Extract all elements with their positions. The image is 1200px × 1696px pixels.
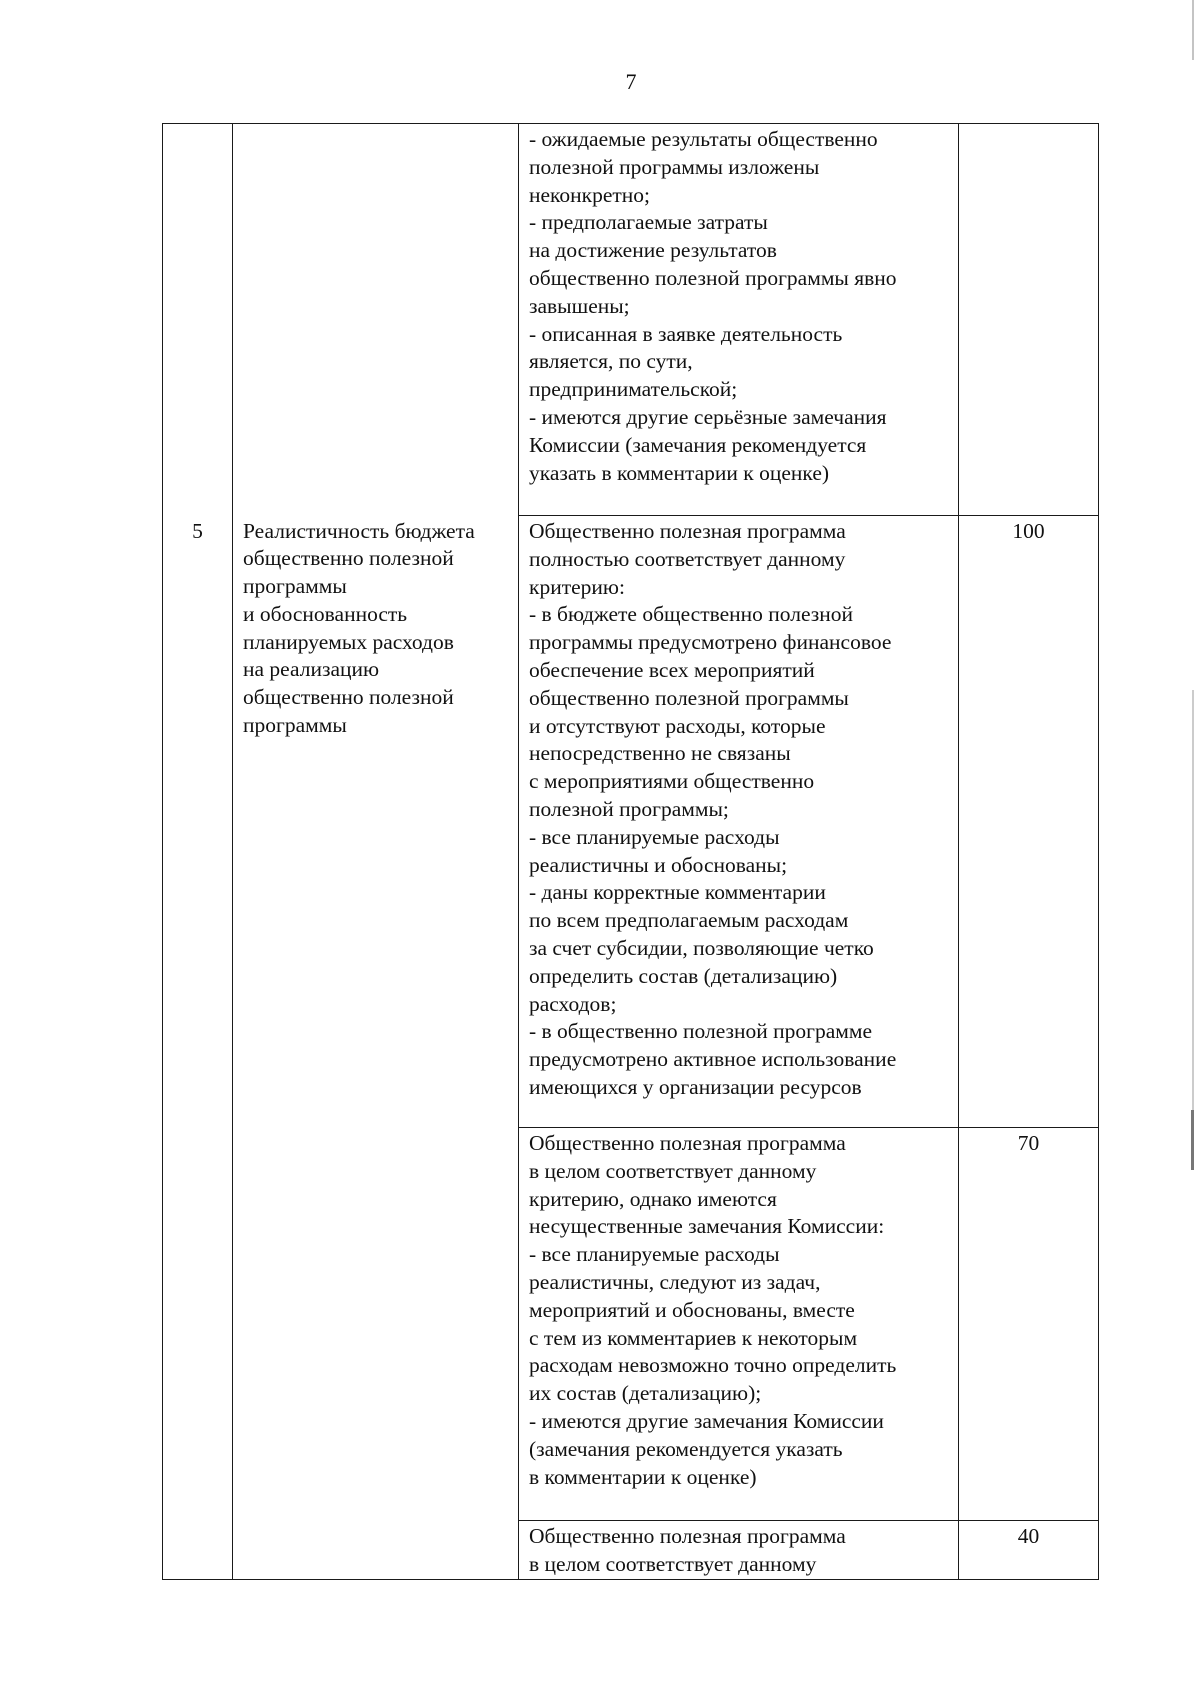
- description-line: программы предусмотрено финансовое: [529, 630, 892, 655]
- description-line: с мероприятиями общественно: [529, 769, 815, 794]
- description-line: определить состав (детализацию): [529, 963, 838, 988]
- description-line: полезной программы изложены: [529, 154, 820, 179]
- scan-edge-mark: [1191, 1110, 1194, 1170]
- description-line: с тем из комментариев к некоторым: [529, 1325, 858, 1350]
- table-row: [163, 1128, 1099, 1521]
- description-line: по всем предполагаемым расходам: [529, 908, 849, 933]
- score-cell: [959, 1521, 1099, 1580]
- score-value: 100: [1012, 519, 1045, 543]
- criterion-cell: [233, 1521, 519, 1580]
- description-line: расходам невозможно точно определить: [529, 1353, 897, 1378]
- scan-edge-mark: [1192, 0, 1194, 60]
- description-line: несущественные замечания Комиссии:: [529, 1214, 885, 1239]
- description-line: на достижение результатов: [529, 238, 777, 263]
- description-line: указать в комментарии к оценке): [529, 460, 830, 485]
- description-line: - даны корректные комментарии: [529, 880, 826, 905]
- description-cell: [519, 124, 959, 516]
- description-line: обеспечение всех мероприятий: [529, 657, 815, 682]
- page-number: 7: [625, 69, 637, 94]
- score-value: 70: [1017, 1131, 1040, 1155]
- description-line: - описанная в заявке деятельность: [529, 321, 843, 346]
- row-number-cell: [163, 124, 233, 516]
- criterion-line: программы: [243, 574, 347, 599]
- description-line: за счет субсидии, позволяющие четко: [529, 935, 874, 960]
- criterion-cell: [233, 124, 519, 516]
- description-line: предпринимательской;: [529, 377, 738, 402]
- description-line: - все планируемые расходы: [529, 1242, 780, 1267]
- row-number-cell: [163, 516, 233, 1128]
- criterion-line: общественно полезной: [243, 546, 454, 571]
- description-cell: [519, 1521, 959, 1580]
- criterion-line: планируемых расходов: [243, 629, 454, 654]
- description-line: Общественно полезная программа: [529, 1524, 846, 1548]
- score-cell: [959, 516, 1099, 1128]
- description-line: Общественно полезная программа: [529, 519, 846, 543]
- table-row: [163, 1521, 1099, 1580]
- description-line: в целом соответствует данному: [529, 1551, 817, 1576]
- criterion-line: Реалистичность бюджета: [243, 518, 475, 543]
- scan-edge-mark: [1192, 690, 1194, 1110]
- description-line: - имеются другие серьёзные замечания: [529, 404, 887, 429]
- description-cell: [519, 516, 959, 1128]
- description-line: (замечания рекомендуется указать: [529, 1436, 843, 1461]
- description-line: неконкретно;: [529, 182, 651, 207]
- score-cell: [959, 124, 1099, 516]
- description-line: их состав (детализацию);: [529, 1381, 762, 1406]
- description-line: Комиссии (замечания рекомендуется: [529, 432, 867, 457]
- criterion-cell: [233, 516, 519, 1128]
- description-line: - имеются другие замечания Комиссии: [529, 1408, 884, 1433]
- description-line: реалистичны и обоснованы;: [529, 852, 788, 877]
- description-line: полезной программы;: [529, 796, 729, 821]
- description-line: полностью соответствует данному: [529, 546, 846, 571]
- description-line: предусмотрено активное использование: [529, 1047, 897, 1072]
- row-number-cell: [163, 1128, 233, 1521]
- criterion-cell: [233, 1128, 519, 1521]
- description-line: мероприятий и обоснованы, вместе: [529, 1297, 855, 1322]
- criteria-table: [162, 123, 1099, 1580]
- description-cell: [519, 1128, 959, 1521]
- row-number-cell: [163, 1521, 233, 1580]
- criterion-line: на реализацию: [243, 657, 380, 682]
- description-line: в комментарии к оценке): [529, 1464, 757, 1489]
- description-line: - в бюджете общественно полезной: [529, 602, 854, 627]
- description-line: - предполагаемые затраты: [529, 210, 768, 235]
- description-line: - все планируемые расходы: [529, 824, 780, 849]
- score-value: 40: [1017, 1524, 1040, 1548]
- description-line: Общественно полезная программа: [529, 1131, 846, 1155]
- table-row: [163, 516, 1099, 1128]
- description-line: реалистичны, следуют из задач,: [529, 1269, 821, 1294]
- description-line: является, по сути,: [529, 349, 693, 374]
- criterion-line: и обоснованность: [243, 601, 408, 626]
- description-line: в целом соответствует данному: [529, 1158, 817, 1183]
- description-line: и отсутствуют расходы, которые: [529, 713, 826, 738]
- row-number: 5: [192, 518, 203, 543]
- description-line: критерию, однако имеются: [529, 1186, 777, 1211]
- criterion-line: программы: [243, 713, 347, 738]
- table-row: [163, 124, 1099, 516]
- description-line: критерию:: [529, 574, 625, 599]
- description-line: непосредственно не связаны: [529, 741, 791, 766]
- description-line: расходов;: [529, 991, 617, 1016]
- criterion-line: общественно полезной: [243, 685, 454, 710]
- description-line: - в общественно полезной программе: [529, 1019, 873, 1044]
- description-line: - ожидаемые результаты общественно: [529, 127, 878, 151]
- description-line: завышены;: [529, 293, 630, 318]
- score-cell: [959, 1128, 1099, 1521]
- description-line: имеющихся у организации ресурсов: [529, 1074, 862, 1099]
- description-line: общественно полезной программы: [529, 685, 849, 710]
- description-line: общественно полезной программы явно: [529, 265, 897, 290]
